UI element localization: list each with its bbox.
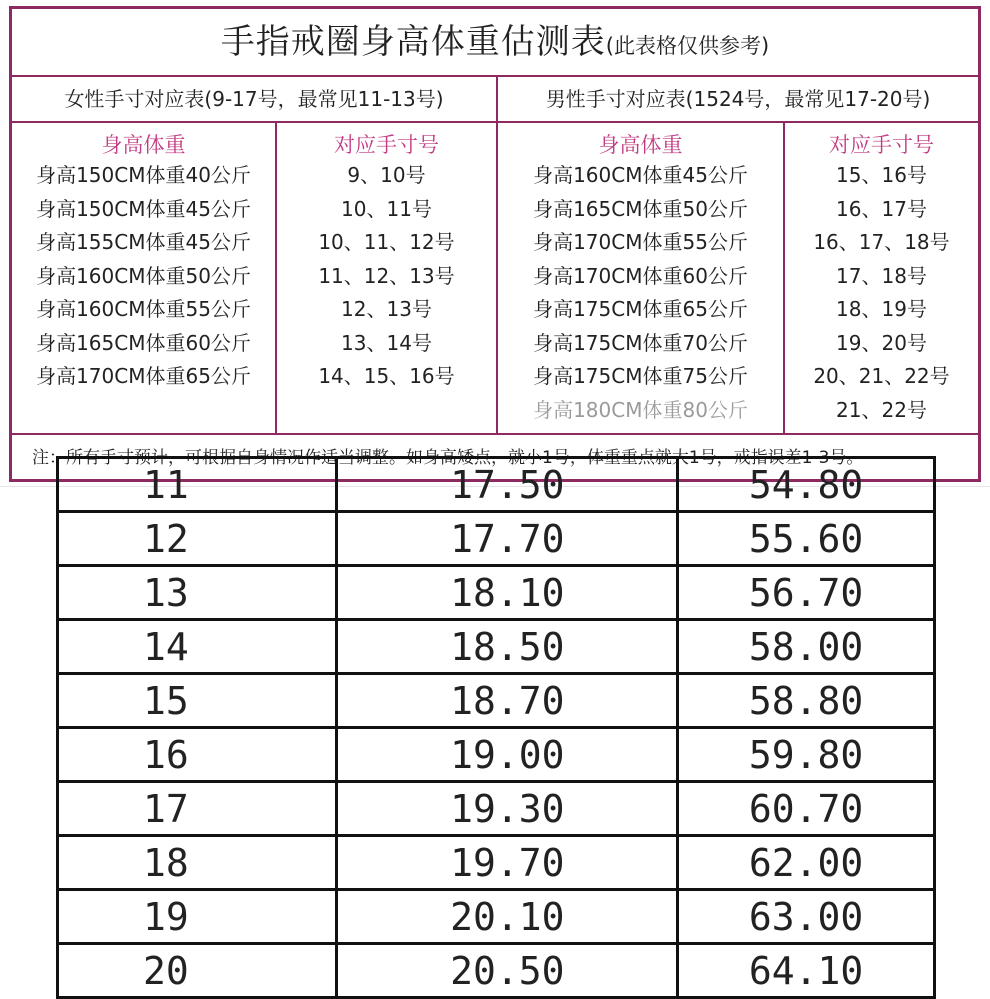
diameter-cell[interactable]: 17.70 <box>337 512 678 566</box>
female-size-cell: 12、13号 <box>341 297 432 321</box>
diameter-cell[interactable]: 18.70 <box>337 674 678 728</box>
male-hw-cell: 身高175CM体重70公斤 <box>533 330 748 355</box>
table-row <box>58 512 935 566</box>
female-size-column <box>277 121 498 433</box>
spreadsheet <box>0 462 990 993</box>
table-row <box>58 566 935 620</box>
circumference-cell[interactable]: 62.00 <box>678 836 935 890</box>
size-number-cell[interactable]: 13 <box>58 566 337 620</box>
female-size-cell: 10、11、12号 <box>318 230 455 254</box>
female-size-cell: 9、10号 <box>347 163 426 187</box>
size-number-cell[interactable]: 12 <box>58 512 337 566</box>
male-size-column <box>785 121 978 433</box>
male-hw-cell: 身高175CM体重75公斤 <box>533 364 748 388</box>
circumference-cell[interactable]: 54.80 <box>678 458 935 512</box>
male-size-cell: 15、16号 <box>836 163 927 187</box>
male-size-cell: 16、17、18号 <box>813 230 950 254</box>
male-size-cell: 19、20号 <box>836 330 927 355</box>
page-title: 手指戒圈身高体重估测表 <box>220 22 606 62</box>
male-hw-cell: 身高170CM体重60公斤 <box>533 263 748 288</box>
male-hw-cell: 身高175CM体重65公斤 <box>533 297 748 321</box>
table-row <box>58 620 935 674</box>
column-heading: 身高体重 <box>101 133 186 157</box>
female-height-weight-column <box>12 121 277 433</box>
ring-size-estimate-card <box>0 0 990 486</box>
diameter-cell[interactable]: 17.50 <box>337 458 678 512</box>
female-hw-cell: 身高165CM体重60公斤 <box>36 330 251 355</box>
female-size-cell: 14、15、16号 <box>318 364 455 388</box>
diameter-cell[interactable]: 18.50 <box>337 620 678 674</box>
male-size-cell: 20、21、22号 <box>813 364 950 388</box>
female-table-heading: 女性手寸对应表(9-17号，最常见11-13号) <box>12 77 498 123</box>
circumference-cell[interactable]: 58.00 <box>678 620 935 674</box>
male-table-heading: 男性手寸对应表(1524号，最常见17-20号) <box>498 77 978 123</box>
diameter-cell[interactable]: 18.10 <box>337 566 678 620</box>
diameter-cell[interactable]: 20.10 <box>337 890 678 944</box>
column-heading: 对应手寸号 <box>334 133 439 157</box>
male-hw-cell: 身高165CM体重50公斤 <box>533 196 748 221</box>
female-hw-cell: 身高155CM体重45公斤 <box>36 230 251 254</box>
diameter-cell[interactable]: 19.70 <box>337 836 678 890</box>
diameter-cell[interactable]: 19.00 <box>337 728 678 782</box>
male-hw-cell: 身高170CM体重55公斤 <box>533 230 748 254</box>
male-height-weight-column <box>498 121 785 433</box>
title-note: (此表格仅供参考) <box>605 34 770 58</box>
circumference-cell[interactable]: 64.10 <box>678 944 935 998</box>
title-row <box>12 9 978 77</box>
table-row <box>58 674 935 728</box>
size-number-cell[interactable]: 18 <box>58 836 337 890</box>
estimate-table-frame <box>9 6 981 482</box>
size-number-cell[interactable]: 14 <box>58 620 337 674</box>
table-row <box>58 728 935 782</box>
female-size-cell: 11、12、13号 <box>318 263 455 288</box>
female-hw-cell: 身高160CM体重55公斤 <box>36 297 251 321</box>
size-number-cell[interactable]: 19 <box>58 890 337 944</box>
table-row <box>58 890 935 944</box>
male-size-cell: 16、17号 <box>836 196 927 221</box>
size-number-cell[interactable]: 15 <box>58 674 337 728</box>
female-size-cell: 13、14号 <box>341 330 432 355</box>
male-size-cell: 17、18号 <box>836 263 927 288</box>
footnote: 注：所有手寸预计，可根据自身情况作适当调整。如身高矮点，就小1号，体重重点就大1号，戒指误差1-3号。 <box>12 433 978 479</box>
male-hw-cell: 身高160CM体重45公斤 <box>533 163 748 187</box>
table-row <box>58 782 935 836</box>
table-row <box>58 836 935 890</box>
size-number-cell[interactable]: 17 <box>58 782 337 836</box>
size-number-cell[interactable]: 20 <box>58 944 337 998</box>
column-heading: 对应手寸号 <box>829 133 934 157</box>
circumference-cell[interactable]: 55.60 <box>678 512 935 566</box>
female-size-cell: 10、11号 <box>341 196 432 221</box>
male-size-cell: 18、19号 <box>836 297 927 321</box>
circumference-cell[interactable]: 63.00 <box>678 890 935 944</box>
male-hw-cell: 身高180CM体重80公斤 <box>533 397 748 422</box>
female-hw-cell: 身高160CM体重50公斤 <box>36 263 251 288</box>
circumference-cell[interactable]: 60.70 <box>678 782 935 836</box>
diameter-cell[interactable]: 20.50 <box>337 944 678 998</box>
column-heading: 身高体重 <box>598 133 683 157</box>
table-row <box>58 458 935 512</box>
size-number-cell[interactable]: 11 <box>58 458 337 512</box>
table-row <box>58 944 935 998</box>
diameter-cell[interactable]: 19.30 <box>337 782 678 836</box>
male-size-cell: 21、22号 <box>836 397 927 422</box>
female-hw-cell: 身高150CM体重45公斤 <box>36 196 251 221</box>
ring-size-table <box>56 456 936 999</box>
female-hw-cell: 身高150CM体重40公斤 <box>36 163 251 187</box>
circumference-cell[interactable]: 58.80 <box>678 674 935 728</box>
circumference-cell[interactable]: 59.80 <box>678 728 935 782</box>
female-hw-cell: 身高170CM体重65公斤 <box>36 364 251 388</box>
size-number-cell[interactable]: 16 <box>58 728 337 782</box>
circumference-cell[interactable]: 56.70 <box>678 566 935 620</box>
